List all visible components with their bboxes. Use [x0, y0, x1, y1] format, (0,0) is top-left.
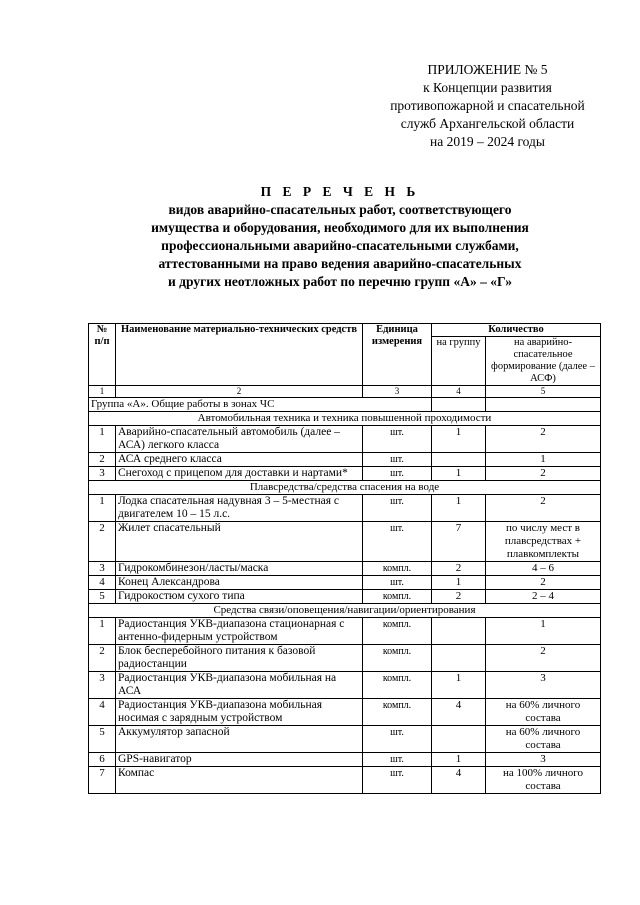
row-num: 3	[89, 672, 116, 699]
group-title: Группа «А». Общие работы в зонах ЧС	[89, 398, 432, 412]
document-title: П Е Р Е Ч Е Н Ь	[260, 184, 420, 199]
appendix-line: противопожарной и спасательной	[390, 98, 585, 113]
header-name: Наименование материально-технических средств	[116, 324, 363, 386]
row-num: 5	[89, 590, 116, 604]
table-row	[89, 645, 601, 672]
row-num: 1	[89, 426, 116, 453]
appendix-block	[360, 61, 615, 151]
row-qty-group: 1	[432, 467, 486, 481]
heading-line: видов аварийно-спасательных работ, соответствующего	[168, 202, 512, 217]
row-qty-asf: 2	[486, 645, 601, 672]
empty-cell	[432, 398, 486, 412]
row-qty-asf: 1	[486, 453, 601, 467]
table-row	[89, 618, 601, 645]
row-qty-asf: 2 – 4	[486, 590, 601, 604]
row-num: 4	[89, 699, 116, 726]
row-name: Жилет спасательный	[116, 522, 363, 562]
row-unit: шт.	[363, 467, 432, 481]
appendix-line: ПРИЛОЖЕНИЕ № 5	[427, 62, 548, 77]
table-body	[89, 398, 601, 794]
row-qty-group: 1	[432, 495, 486, 522]
row-qty-asf: 3	[486, 672, 601, 699]
row-name: Радиостанция УКВ-диапазона стационарная с антенно-фидерным устройством	[116, 618, 363, 645]
table-row	[89, 590, 601, 604]
row-unit: компл.	[363, 645, 432, 672]
col-number: 1	[89, 386, 116, 398]
row-qty-asf: 2	[486, 576, 601, 590]
table-row	[89, 767, 601, 794]
row-num: 6	[89, 753, 116, 767]
row-name: Гидрокомбинезон/ласты/маска	[116, 562, 363, 576]
section-title: Автомобильная техника и техника повышенной проходимости	[89, 412, 601, 426]
row-qty-group: 4	[432, 767, 486, 794]
row-name: Радиостанция УКВ-диапазона мобильная на АСА	[116, 672, 363, 699]
row-name: GPS-навигатор	[116, 753, 363, 767]
heading-line: и других неотложных работ по перечню групп «А» – «Г»	[168, 274, 512, 289]
header-per-asf: на аварийно-спасательное формирование (далее – АСФ)	[486, 337, 601, 386]
row-qty-group: 1	[432, 672, 486, 699]
row-name: АСА среднего класса	[116, 453, 363, 467]
table-row	[89, 453, 601, 467]
row-qty-asf: 4 – 6	[486, 562, 601, 576]
header-qty: Количество	[432, 324, 601, 337]
appendix-line: на 2019 – 2024 годы	[430, 134, 545, 149]
header-num: № п/п	[89, 324, 116, 386]
row-name: Аккумулятор запасной	[116, 726, 363, 753]
row-qty-asf: на 60% личного состава	[486, 726, 601, 753]
row-qty-group: 4	[432, 699, 486, 726]
row-qty-group	[432, 726, 486, 753]
row-unit: шт.	[363, 426, 432, 453]
table-row	[89, 562, 601, 576]
table-row	[89, 753, 601, 767]
row-num: 1	[89, 618, 116, 645]
appendix-line: служб Архангельской области	[400, 116, 575, 131]
row-num: 2	[89, 522, 116, 562]
row-name: Снегоход с прицепом для доставки и нартами*	[116, 467, 363, 481]
row-qty-group	[432, 618, 486, 645]
row-unit: компл.	[363, 590, 432, 604]
row-unit: компл.	[363, 618, 432, 645]
row-name: Гидрокостюм сухого типа	[116, 590, 363, 604]
section-title: Плавсредства/средства спасения на воде	[89, 481, 601, 495]
row-name: Радиостанция УКВ-диапазона мобильная носимая с зарядным устройством	[116, 699, 363, 726]
row-unit: шт.	[363, 726, 432, 753]
table-row	[89, 426, 601, 453]
table-row	[89, 467, 601, 481]
row-qty-asf: на 100% личного состава	[486, 767, 601, 794]
row-qty-group	[432, 645, 486, 672]
appendix-line: к Концепции развития	[423, 80, 552, 95]
row-qty-group: 7	[432, 522, 486, 562]
table-row	[89, 522, 601, 562]
document-heading	[100, 183, 580, 291]
row-unit: компл.	[363, 672, 432, 699]
row-name: Блок бесперебойного питания к базовой радиостанции	[116, 645, 363, 672]
row-unit: шт.	[363, 576, 432, 590]
col-number: 3	[363, 386, 432, 398]
row-name: Аварийно-спасательный автомобиль (далее – АСА) легкого класса	[116, 426, 363, 453]
col-number: 5	[486, 386, 601, 398]
row-unit: шт.	[363, 767, 432, 794]
row-name: Лодка спасательная надувная 3 – 5-местная с двигателем 10 – 15 л.с.	[116, 495, 363, 522]
heading-line: аттестованными на право ведения аварийно-спасательных	[158, 256, 522, 271]
heading-line: профессиональными аварийно-спасательными службами,	[161, 238, 519, 253]
row-num: 7	[89, 767, 116, 794]
row-unit: компл.	[363, 562, 432, 576]
row-name: Компас	[116, 767, 363, 794]
row-unit: компл.	[363, 699, 432, 726]
row-name: Конец Александрова	[116, 576, 363, 590]
table-row	[89, 576, 601, 590]
row-qty-asf: на 60% личного состава	[486, 699, 601, 726]
table-row	[89, 672, 601, 699]
col-number: 2	[116, 386, 363, 398]
table-row	[89, 495, 601, 522]
row-qty-asf: 2	[486, 467, 601, 481]
equipment-table	[88, 323, 601, 794]
empty-cell	[486, 398, 601, 412]
row-qty-group: 1	[432, 753, 486, 767]
row-num: 3	[89, 467, 116, 481]
row-num: 2	[89, 453, 116, 467]
row-qty-group: 1	[432, 426, 486, 453]
row-num: 2	[89, 645, 116, 672]
row-unit: шт.	[363, 453, 432, 467]
row-unit: шт.	[363, 753, 432, 767]
row-num: 4	[89, 576, 116, 590]
heading-line: имущества и оборудования, необходимого для их выполнения	[151, 220, 529, 235]
table-row	[89, 726, 601, 753]
header-unit: Единица измерения	[363, 324, 432, 386]
row-qty-group: 2	[432, 562, 486, 576]
row-qty-asf: 1	[486, 618, 601, 645]
row-qty-asf: 2	[486, 495, 601, 522]
row-num: 5	[89, 726, 116, 753]
row-unit: шт.	[363, 495, 432, 522]
row-qty-group	[432, 453, 486, 467]
row-qty-asf: 2	[486, 426, 601, 453]
header-per-group: на группу	[432, 337, 486, 386]
row-qty-group: 1	[432, 576, 486, 590]
row-num: 3	[89, 562, 116, 576]
row-num: 1	[89, 495, 116, 522]
row-qty-group: 2	[432, 590, 486, 604]
row-qty-asf: по числу мест в плавсредствах + плавкомплекты	[486, 522, 601, 562]
col-number: 4	[432, 386, 486, 398]
table-row	[89, 699, 601, 726]
row-qty-asf: 3	[486, 753, 601, 767]
row-unit: шт.	[363, 522, 432, 562]
section-title: Средства связи/оповещения/навигации/ориентирования	[89, 604, 601, 618]
